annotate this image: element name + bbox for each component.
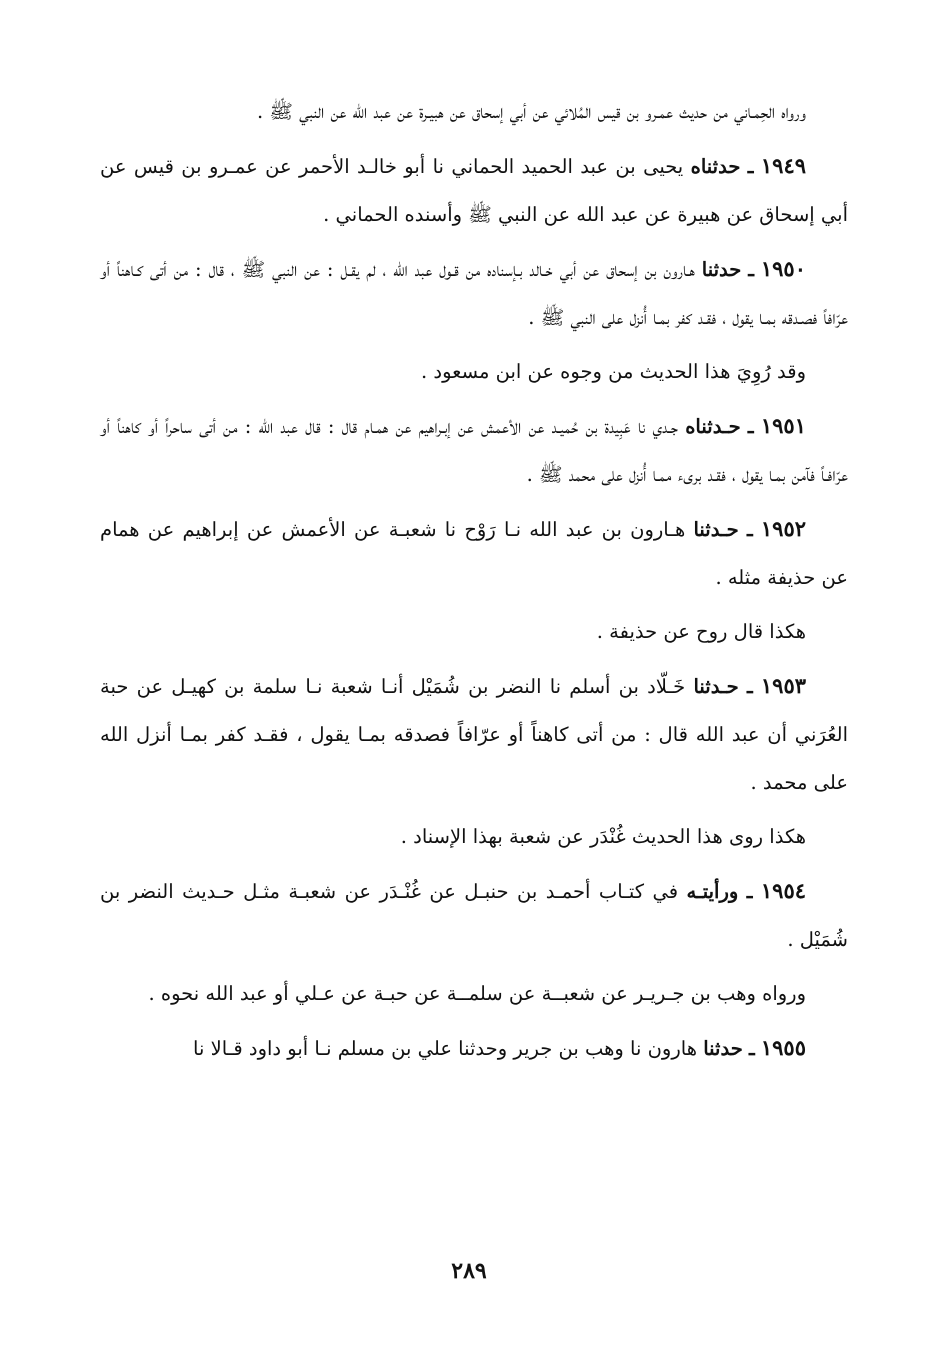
note-text: ورواه وهب بن جـريـر عن شعبــة عن سلمــة عن حبـة عن عـلي أو عبد الله نحوه . [148,982,806,1005]
note-text: وقد رُوِيَ هذا الحديث من وجوه عن ابن مسعود . [421,360,806,383]
hadith-1950 [100,245,848,342]
hadith-heading: حـدثنا [693,518,739,541]
note-text: هكذا قال روح عن حذيفة . [596,620,806,643]
hadith-number: ١٩٥٠ [760,256,806,281]
hadith-text: جـدي نا عَبِيدة بن حُميـد عن الأعمش عن إبـراهيم عن همـام قال : قال عبد الله : من أتى ساحراً أو كاهناً أو عرّافـاً فآمن بمـا يقول ، فقـد برىء ممـا أُنزل على محمد ﷺ . [100,415,848,486]
hadith-dash: ـ [746,518,753,541]
hadith-1952 [100,505,848,602]
hadith-number: ١٩٤٩ [760,153,807,178]
hadith-dash: ـ [748,258,754,281]
note-paragraph [100,813,848,861]
hadith-text: هـارون بن إسحاق عن أبي خـالد بـإسناده من قـول عبد الله ، لم يقـل : عن النبي ﷺ ، قال : من أتى كـاهناً أو عرّافاً فصـدقه بمـا يقول ، فقـد كفر بمـا أُنزل على النبي ﷺ . [100,258,848,329]
hadith-heading: حدثنا [701,258,742,281]
hadith-1953 [100,662,848,807]
hadith-number: ١٩٥٢ [760,516,807,541]
page-number: ٢٨٩ [451,1258,487,1284]
hadith-text: هـارون بن عبد الله نـا رَوْح نا شعبـة عن الأعمش عن إبراهيم عن همام عن حذيفة مثله . [100,518,848,589]
page-body [100,88,848,1079]
hadith-text: يحيى بن عبد الحميد الحماني نا أبو خالـد الأحمر عن عمـرو بن قيس عن أبي إسحاق عن هبيرة عن عبد الله عن النبي ﷺ وأسنده الحماني . [100,155,848,226]
note-paragraph [100,88,848,136]
hadith-heading: حـدثنا [693,675,739,698]
note-text: ورواه الحِمـاني من حديث عمـرو بن قيس المُلائي عن أبي إسحاق عن هبيـرة عن عبد الله عن النبي ﷺ . [256,100,806,123]
hadith-dash: ـ [747,415,754,438]
hadith-number: ١٩٥٥ [760,1035,806,1060]
hadith-heading: حدثنا [703,1037,743,1060]
hadith-number: ١٩٥٤ [760,878,807,903]
hadith-number: ١٩٥٣ [760,673,807,698]
note-paragraph [100,608,848,656]
hadith-number: ١٩٥١ [760,413,806,438]
hadith-1949 [100,142,848,239]
hadith-dash: ـ [746,675,753,698]
hadith-text: في كتـاب أحمـد بن حنبـل عن غُنْـدَر عن شعبـة مثـل حـديث النضر بن شُمَيْل . [100,880,848,951]
hadith-heading: حدثناه [690,155,741,178]
hadith-1951 [100,402,848,499]
hadith-dash: ـ [748,1037,755,1060]
hadith-heading: ورأيتـه [686,880,739,903]
hadith-dash: ـ [747,155,754,178]
hadith-1954 [100,867,848,964]
note-paragraph [100,970,848,1018]
hadith-text: خَـلّاد بن أسلم نا النضر بن شُمَيْل أنـا شعبة نـا سلمة بن كهيـل عن حبة العُرَني أن عبد الله قال : من أتى كاهناً أو عرّافاً فصدقه بمـا يقول ، فقـد كفر بمـا أنزل الله على محمد . [100,675,848,794]
note-text: هكذا روى هذا الحديث غُنْدَر عن شعبة بهذا الإسناد . [400,825,806,848]
hadith-text: هارون نا وهب بن جرير وحدثنا علي بن مسلم نـا أبو داود قـالا نا [193,1037,697,1060]
note-paragraph [100,348,848,396]
hadith-heading: حـدثناه [685,415,741,438]
hadith-dash: ـ [746,880,753,903]
hadith-1955 [100,1024,848,1073]
